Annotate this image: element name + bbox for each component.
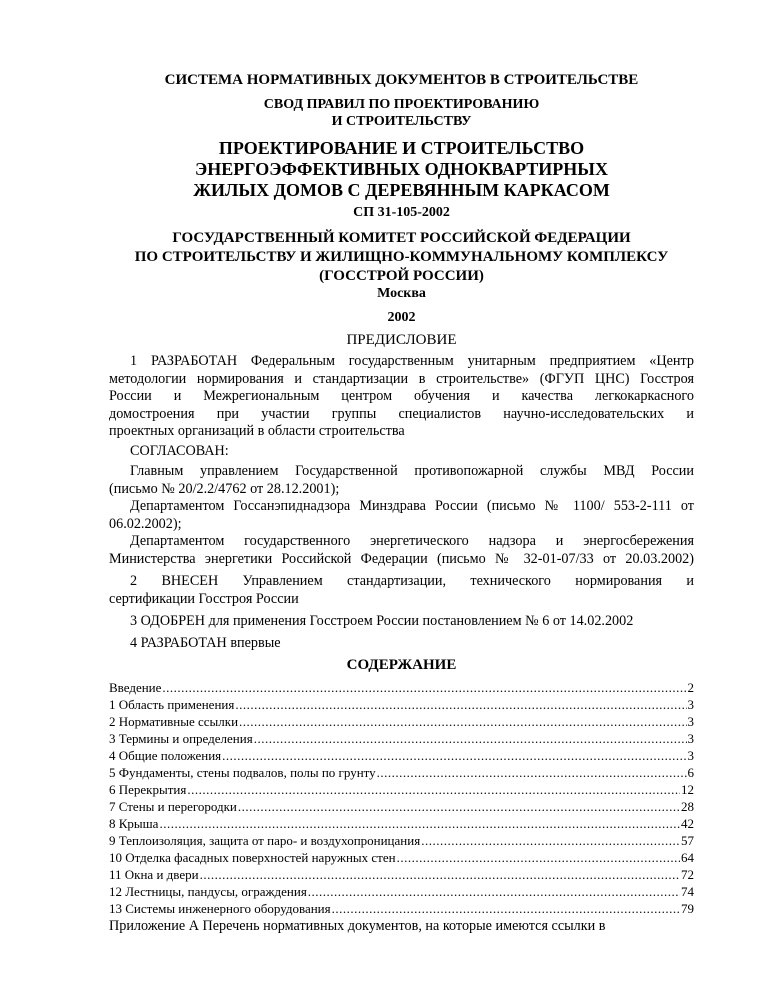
toc-item-page: 12 bbox=[681, 782, 694, 797]
toc-item-label: 1 Область применения bbox=[109, 697, 235, 712]
toc-item[interactable] bbox=[109, 815, 694, 832]
foreword-paragraph-5: 4 РАЗРАБОТАН впервые bbox=[130, 635, 281, 651]
code-line-1: СВОД ПРАВИЛ ПО ПРОЕКТИРОВАНИЮ bbox=[263, 97, 540, 112]
committee-line-3: (ГОССТРОЙ РОССИИ) bbox=[319, 268, 484, 284]
toc-leader-dots bbox=[239, 713, 686, 730]
title-line-2: ЭНЕРГОЭФФЕКТИВНЫХ ОДНОКВАРТИРНЫХ bbox=[195, 159, 608, 179]
toc-leader-dots bbox=[238, 798, 680, 815]
committee-heading bbox=[109, 229, 694, 286]
toc-item[interactable] bbox=[109, 679, 694, 696]
toc-appendix-line[interactable]: Приложение А Перечень нормативных документов, на которые имеются ссылки в bbox=[109, 918, 606, 934]
city: Москва bbox=[377, 286, 426, 301]
toc-item-label: 9 Теплоизоляция, защита от паро- и воздухопроницания bbox=[109, 833, 421, 848]
toc-item[interactable] bbox=[109, 730, 694, 747]
title-line-3: ЖИЛЫХ ДОМОВ С ДЕРЕВЯННЫМ КАРКАСОМ bbox=[193, 180, 610, 200]
toc-item-page: 57 bbox=[681, 833, 694, 848]
foreword-p2-line: Департаментом Госсанэпиднадзора Минздрава России (письмо № 1100/ 553-2-111 от bbox=[130, 498, 694, 515]
toc-item[interactable] bbox=[109, 832, 694, 849]
toc-leader-dots bbox=[397, 849, 680, 866]
code-line-2: И СТРОИТЕЛЬСТВУ bbox=[331, 114, 472, 129]
toc-item-page: 2 bbox=[687, 680, 694, 695]
toc-leader-dots bbox=[308, 883, 680, 900]
foreword-p1-line: методологии нормирования и стандартизации в строительстве» (ФГУП ЦНС) Госстроя bbox=[109, 370, 694, 387]
toc-item-page: 3 bbox=[687, 731, 694, 746]
toc-item-label: 10 Отделка фасадных поверхностей наружных стен bbox=[109, 850, 396, 865]
toc-item[interactable] bbox=[109, 764, 694, 781]
toc-item-label: 11 Окна и двери bbox=[109, 867, 199, 882]
foreword-paragraph-4: 3 ОДОБРЕН для применения Госстроем России постановлением № 6 от 14.02.2002 bbox=[130, 613, 634, 629]
foreword-p2-line: Главным управлением Государственной противопожарной службы МВД России bbox=[130, 463, 694, 479]
toc-leader-dots bbox=[162, 679, 686, 696]
toc-item-label: 13 Системы инженерного оборудования bbox=[109, 901, 331, 916]
toc-leader-dots bbox=[222, 747, 686, 764]
toc-leader-dots bbox=[254, 730, 687, 747]
committee-line-2: ПО СТРОИТЕЛЬСТВУ И ЖИЛИЩНО-КОММУНАЛЬНОМУ КОМПЛЕКСУ bbox=[134, 249, 669, 265]
foreword-paragraph-2 bbox=[109, 463, 694, 569]
toc-leader-dots bbox=[187, 781, 680, 798]
foreword-p1-line: домостроения при участии группы специалистов научно-исследовательских и bbox=[109, 405, 694, 422]
toc-item[interactable] bbox=[109, 798, 694, 815]
title-line-1: ПРОЕКТИРОВАНИЕ И СТРОИТЕЛЬСТВО bbox=[218, 138, 585, 158]
toc-item[interactable] bbox=[109, 781, 694, 798]
toc-item-page: 3 bbox=[687, 697, 694, 712]
foreword-p2-line: Департаментом государственного энергетического надзора и энергосбережения bbox=[130, 533, 694, 550]
toc-item[interactable] bbox=[109, 747, 694, 764]
toc-item[interactable] bbox=[109, 866, 694, 883]
toc-item-label: 12 Лестницы, пандусы, ограждения bbox=[109, 884, 307, 899]
toc-item-label: 5 Фундаменты, стены подвалов, полы по грунту bbox=[109, 765, 376, 780]
foreword-p1-line: России и Межрегиональным центром обучения и качества легкокаркасного bbox=[109, 388, 694, 405]
toc-item-page: 3 bbox=[687, 714, 694, 729]
toc-leader-dots bbox=[377, 764, 687, 781]
toc-leader-dots bbox=[200, 866, 680, 883]
toc-item-page: 79 bbox=[681, 901, 694, 916]
toc-item-label: 3 Термины и определения bbox=[109, 731, 253, 746]
foreword-paragraph-1 bbox=[109, 353, 694, 441]
toc-item-label: 4 Общие положения bbox=[109, 748, 222, 763]
committee-line-1: ГОСУДАРСТВЕННЫЙ КОМИТЕТ РОССИЙСКОЙ ФЕДЕРАЦИИ bbox=[172, 230, 631, 246]
toc-item-page: 72 bbox=[681, 867, 694, 882]
toc-item-label: Введение bbox=[109, 680, 162, 695]
toc-leader-dots bbox=[159, 815, 680, 832]
toc-item[interactable] bbox=[109, 696, 694, 713]
foreword-p2-line: (письмо № 20/2.2/4762 от 28.12.2001); bbox=[109, 480, 340, 497]
toc-item-label: 2 Нормативные ссылки bbox=[109, 714, 239, 729]
foreword-heading: ПРЕДИСЛОВИЕ bbox=[346, 332, 457, 348]
toc-item-page: 64 bbox=[681, 850, 694, 865]
foreword-p3-line: 2 ВНЕСЕН Управлением стандартизации, технического нормирования и bbox=[130, 573, 694, 589]
document-title bbox=[109, 138, 694, 201]
toc-item[interactable] bbox=[109, 883, 694, 900]
foreword-paragraph-3 bbox=[109, 573, 694, 608]
toc-item-label: 6 Перекрытия bbox=[109, 782, 187, 797]
toc-leader-dots bbox=[332, 900, 680, 917]
foreword-p2-line: 06.02.2002); bbox=[109, 515, 182, 532]
toc-item[interactable] bbox=[109, 900, 694, 917]
contents-heading: СОДЕРЖАНИЕ bbox=[346, 657, 457, 673]
foreword-p1-line: проектных организаций в области строительства bbox=[109, 423, 405, 440]
toc-leader-dots bbox=[421, 832, 680, 849]
agreed-label: СОГЛАСОВАН: bbox=[130, 443, 229, 459]
toc-item[interactable] bbox=[109, 713, 694, 730]
foreword-p3-line: сертификации Госстроя России bbox=[109, 590, 299, 607]
toc-item-page: 6 bbox=[687, 765, 694, 780]
toc-item-page: 28 bbox=[681, 799, 694, 814]
foreword-p1-line: 1 РАЗРАБОТАН Федеральным государственным унитарным предприятием «Центр bbox=[130, 353, 694, 369]
toc-item-page: 74 bbox=[681, 884, 694, 899]
system-line: СИСТЕМА НОРМАТИВНЫХ ДОКУМЕНТОВ В СТРОИТЕЛЬСТВЕ bbox=[164, 72, 639, 88]
code-heading bbox=[109, 96, 694, 130]
toc-item-page: 3 bbox=[687, 748, 694, 763]
toc-leader-dots bbox=[235, 696, 686, 713]
toc-item-label: 8 Крыша bbox=[109, 816, 159, 831]
toc-item[interactable] bbox=[109, 849, 694, 866]
year: 2002 bbox=[387, 310, 416, 325]
foreword-p2-line: Министерства энергетики Российской Федерации (письмо № 32-01-07/33 от 20.03.2002) bbox=[109, 550, 694, 567]
doc-number: СП 31-105-2002 bbox=[353, 205, 450, 220]
table-of-contents bbox=[109, 679, 694, 917]
toc-item-label: 7 Стены и перегородки bbox=[109, 799, 237, 814]
toc-item-page: 42 bbox=[681, 816, 694, 831]
